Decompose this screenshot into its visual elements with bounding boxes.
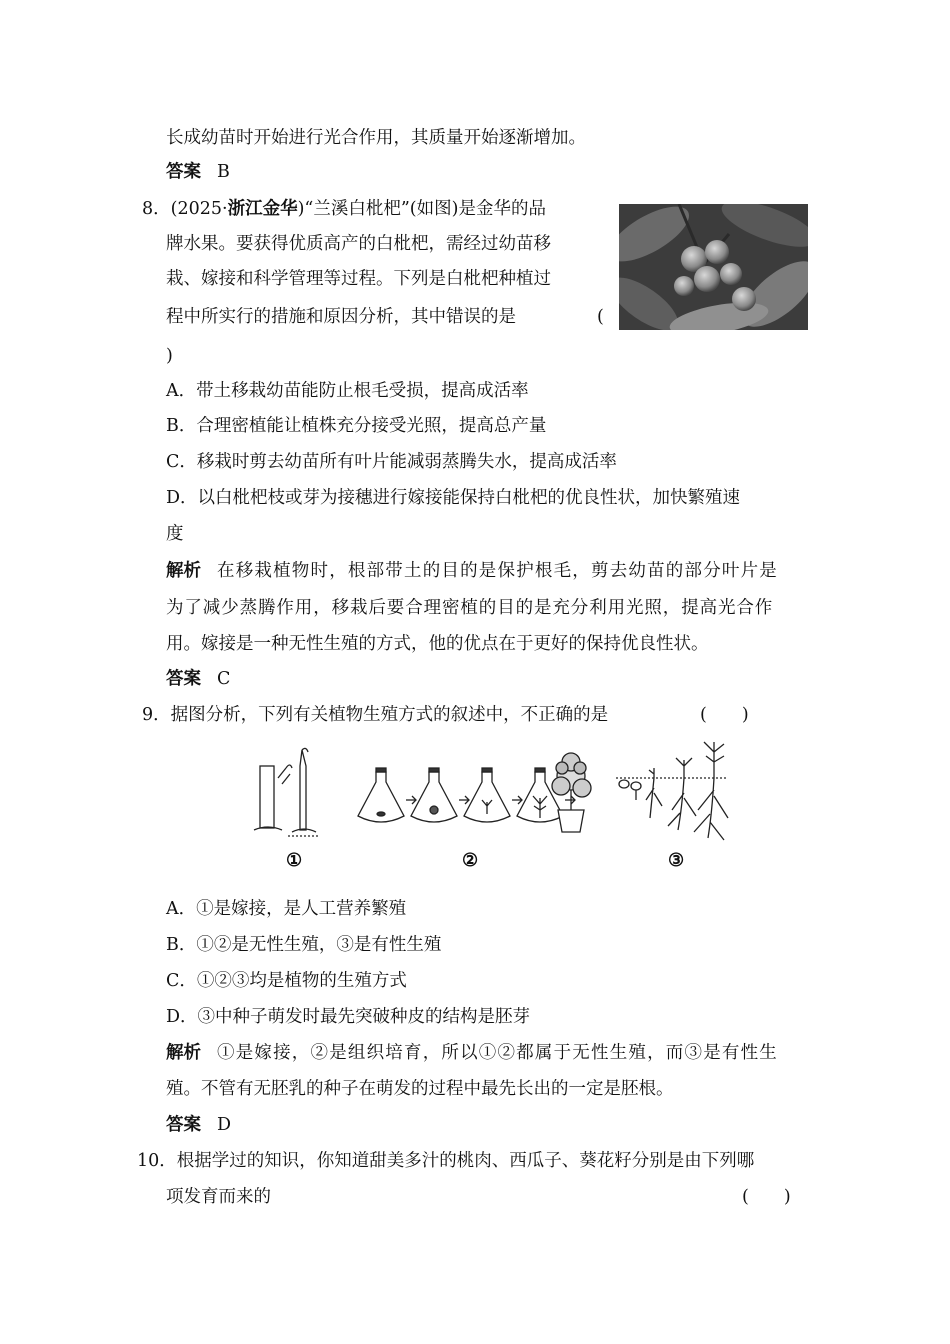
question-8-line3: 栽、嫁接和科学管理等过程。下列是白枇杷种植过 [166, 269, 551, 289]
question-number: 8． [142, 199, 171, 219]
question-9-stem [142, 703, 608, 727]
answer-paren: ( ) [742, 1187, 791, 1207]
answer-label: 答案 [166, 162, 201, 182]
option-d: D．以白枇杷枝或芽为接穗进行嫁接能保持白枇杷的优良性状，加快繁殖速 [166, 488, 741, 508]
answer-paren-open: ( [597, 307, 604, 327]
question-number: 10． [137, 1151, 177, 1171]
answer-value: D [217, 1115, 232, 1135]
option-b: B．合理密植能让植株充分接受光照，提高总产量 [166, 416, 547, 436]
question-8-line2: 牌水果。要获得优质高产的白枇杷，需经过幼苗移 [166, 234, 551, 254]
loquat-photo [619, 204, 808, 330]
figure-label-2: ② [462, 850, 479, 871]
question-8-line4: 程中所实行的措施和原因分析，其中错误的是 [166, 307, 516, 327]
answer-line [166, 667, 230, 691]
question-10-stem [137, 1149, 754, 1173]
analysis-line3: 用。嫁接是一种无性生殖的方式，他的优点在于更好的保持优良性状。 [166, 634, 709, 654]
answer-label: 答案 [166, 669, 201, 689]
answer-label: 答案 [166, 1115, 201, 1135]
analysis-text: 在移栽植物时，根部带土的目的是保护根毛，剪去幼苗的部分叶片是 [217, 561, 778, 581]
text-line: 长成幼苗时开始进行光合作用，其质量开始逐渐增加。 [166, 128, 586, 148]
question-number: 9． [142, 705, 171, 725]
question-text: 据图分析，下列有关植物生殖方式的叙述中，不正确的是 [170, 705, 609, 725]
answer-line [166, 1113, 231, 1137]
source-place: 浙江金华 [227, 199, 298, 219]
analysis-label: 解析 [166, 561, 201, 581]
analysis-label: 解析 [166, 1043, 201, 1063]
answer-paren-close: ) [166, 346, 173, 366]
answer-line [166, 160, 230, 184]
grafting-illustration [254, 748, 320, 836]
option-a: A．带土移栽幼苗能防止根毛受损，提高成活率 [166, 381, 529, 401]
analysis-text: ①是嫁接，②是组织培育，所以①②都属于无性生殖，而③是有性生 [217, 1043, 778, 1063]
option-d: D．③中种子萌发时最先突破种皮的结构是胚芽 [166, 1007, 531, 1027]
tissue-culture-illustration [358, 753, 591, 832]
question-text: )“兰溪白枇杷”(如图)是金华的品 [297, 199, 546, 219]
answer-paren: ( ) [700, 705, 749, 725]
analysis-line2: 殖。不管有无胚乳的种子在萌发的过程中最先长出的一定是胚根。 [166, 1079, 674, 1099]
analysis-line1 [166, 559, 778, 583]
question-8-line1 [142, 197, 546, 221]
option-a: A．①是嫁接，是人工营养繁殖 [166, 899, 407, 919]
reproduction-figure [244, 738, 730, 878]
analysis-line2: 为了减少蒸腾作用，移栽后要合理密植的目的是充分利用光照，提高光合作 [166, 598, 774, 618]
option-c: C．①②③均是植物的生殖方式 [166, 971, 407, 991]
option-d-continued: 度 [166, 524, 184, 544]
source-prefix: (2025· [170, 199, 228, 219]
option-b: B．①②是无性生殖，③是有性生殖 [166, 935, 442, 955]
seed-germination-illustration [616, 742, 728, 840]
question-text: 根据学过的知识，你知道甜美多汁的桃肉、西瓜子、葵花籽分别是由下列哪 [176, 1151, 755, 1171]
option-c: C．移栽时剪去幼苗所有叶片能减弱蒸腾失水，提高成活率 [166, 452, 617, 472]
analysis-line1 [166, 1041, 778, 1065]
answer-value: C [217, 669, 231, 689]
question-10-stem-continued: 项发育而来的 [166, 1187, 271, 1207]
figure-label-1: ① [286, 850, 303, 871]
answer-value: B [217, 162, 230, 182]
figure-label-3: ③ [668, 850, 685, 871]
